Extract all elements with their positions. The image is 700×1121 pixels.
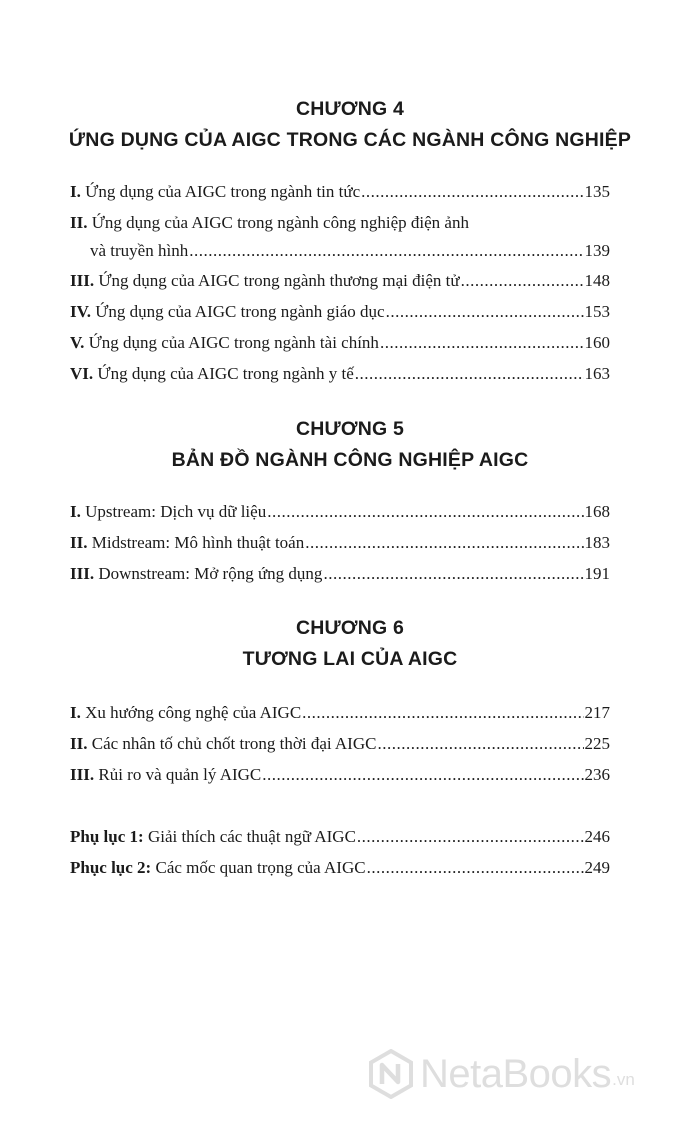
toc-entry[interactable] xyxy=(70,209,610,265)
entry-numeral: II. xyxy=(70,213,88,232)
entry-title: Ứng dụng của AIGC trong ngành tài chính xyxy=(88,333,379,352)
dot-leader xyxy=(461,265,584,296)
entry-title: Các nhân tố chủ chốt trong thời đại AIGC xyxy=(91,734,377,753)
netabooks-logo-icon xyxy=(368,1049,414,1099)
entry-title: Ứng dụng của AIGC trong ngành y tế xyxy=(97,364,354,383)
entry-numeral: II. xyxy=(70,533,88,552)
dot-leader xyxy=(189,236,583,267)
entry-numeral: III. xyxy=(70,564,95,583)
appendix-title: Giải thích các thuật ngữ AIGC xyxy=(147,827,356,846)
toc-entry[interactable] xyxy=(70,265,610,296)
entry-numeral: IV. xyxy=(70,302,91,321)
entry-title: Rủi ro và quản lý AIGC xyxy=(98,765,262,784)
entry-page: 225 xyxy=(584,734,610,753)
chapter-4-entries xyxy=(70,176,610,389)
dot-leader xyxy=(380,327,584,358)
entry-title: Downstream: Mở rộng ứng dụng xyxy=(98,564,323,583)
entry-numeral: I. xyxy=(70,703,81,722)
entry-page: 153 xyxy=(584,302,610,321)
entry-page: 168 xyxy=(584,502,610,521)
netabooks-watermark xyxy=(368,1046,635,1102)
chapter-title: ỨNG DỤNG CỦA AIGC TRONG CÁC NGÀNH CÔNG NGHIỆP xyxy=(68,129,632,151)
entry-title: Ứng dụng của AIGC trong ngành tin tức xyxy=(85,182,361,201)
chapter-number: CHƯƠNG 5 xyxy=(295,418,405,440)
dot-leader xyxy=(357,821,584,852)
chapter-number: CHƯƠNG 6 xyxy=(295,617,405,639)
entry-numeral: I. xyxy=(70,182,81,201)
entry-title: Upstream: Dịch vụ dữ liệu xyxy=(85,502,267,521)
toc-entry[interactable] xyxy=(70,527,610,558)
toc-entry[interactable] xyxy=(70,176,610,207)
entry-numeral: I. xyxy=(70,502,81,521)
appendix-label: Phục lục 2: xyxy=(70,858,152,877)
appendix-entry[interactable] xyxy=(70,852,610,883)
entry-numeral: VI. xyxy=(70,364,94,383)
toc-entry[interactable] xyxy=(70,296,610,327)
dot-leader xyxy=(305,527,583,558)
dot-leader xyxy=(262,759,583,790)
entry-title: Ứng dụng của AIGC trong ngành giáo dục xyxy=(95,302,385,321)
entry-numeral: II. xyxy=(70,734,88,753)
entry-title: Midstream: Mô hình thuật toán xyxy=(91,533,305,552)
watermark-tld: .vn xyxy=(612,1070,635,1089)
chapter-6-heading xyxy=(0,615,700,672)
chapter-title: BẢN ĐỒ NGÀNH CÔNG NGHIỆP AIGC xyxy=(171,449,529,471)
entry-page: 135 xyxy=(584,182,610,201)
entry-page: 139 xyxy=(584,241,610,260)
entry-page: 160 xyxy=(584,333,610,352)
toc-entry[interactable] xyxy=(70,327,610,358)
chapter-6-entries xyxy=(70,697,610,790)
dot-leader xyxy=(367,852,584,883)
entry-title-continuation: và truyền hình xyxy=(90,241,189,260)
appendix-page: 246 xyxy=(584,827,610,846)
watermark-brand: NetaBooks xyxy=(420,1051,612,1096)
appendix-entries xyxy=(70,821,610,883)
toc-entry[interactable] xyxy=(70,358,610,389)
dot-leader xyxy=(377,728,583,759)
entry-page: 191 xyxy=(584,564,610,583)
entry-numeral: III. xyxy=(70,271,95,290)
dot-leader xyxy=(355,358,584,389)
appendix-page: 249 xyxy=(584,858,610,877)
entry-title: Ứng dụng của AIGC trong ngành thương mại điện tử xyxy=(98,271,460,290)
entry-title: Ứng dụng của AIGC trong ngành công nghiệp điện ảnh xyxy=(91,213,469,232)
appendix-title: Các mốc quan trọng của AIGC xyxy=(155,858,366,877)
dot-leader xyxy=(361,176,583,207)
appendix-entry[interactable] xyxy=(70,821,610,852)
entry-title: Xu hướng công nghệ của AIGC xyxy=(85,703,302,722)
chapter-number: CHƯƠNG 4 xyxy=(295,98,405,120)
entry-numeral: V. xyxy=(70,333,85,352)
chapter-5-heading xyxy=(0,416,700,473)
entry-page: 236 xyxy=(584,765,610,784)
entry-page: 148 xyxy=(584,271,610,290)
toc-entry[interactable] xyxy=(70,558,610,589)
entry-page: 217 xyxy=(584,703,610,722)
entry-page: 183 xyxy=(584,533,610,552)
dot-leader xyxy=(267,496,583,527)
entry-numeral: III. xyxy=(70,765,95,784)
chapter-5-entries xyxy=(70,496,610,589)
toc-entry[interactable] xyxy=(70,496,610,527)
toc-entry[interactable] xyxy=(70,759,610,790)
toc-entry[interactable] xyxy=(70,697,610,728)
dot-leader xyxy=(386,296,584,327)
dot-leader xyxy=(323,558,583,589)
dot-leader xyxy=(302,697,583,728)
appendix-label: Phụ lục 1: xyxy=(70,827,144,846)
toc-entry[interactable] xyxy=(70,728,610,759)
entry-page: 163 xyxy=(584,364,610,383)
chapter-title: TƯƠNG LAI CỦA AIGC xyxy=(242,648,458,670)
chapter-4-heading xyxy=(0,96,700,153)
